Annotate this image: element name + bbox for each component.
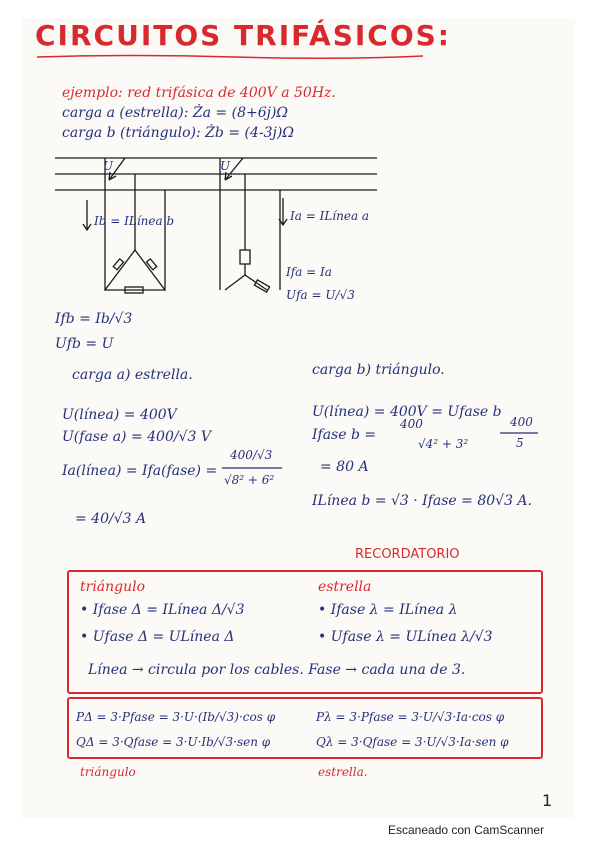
left-line-4: = 40/√3 A <box>75 511 147 527</box>
left-line-2: U(fase a) = 400/√3 V <box>62 429 211 445</box>
ufb-label: Ufb = U <box>55 336 114 352</box>
power-p-triangle: PΔ = 3·Pfase = 3·U·(Ib/√3)·cos φ <box>76 710 276 724</box>
left-frac-num: 400/√3 <box>230 448 273 462</box>
right-frac-num: 400 <box>400 417 423 431</box>
power-q-triangle: QΔ = 3·Qfase = 3·U·Ib/√3·sen φ <box>76 735 271 749</box>
left-line-3: Ia(línea) = Ifa(fase) = <box>62 463 218 479</box>
left-frac-den: √8² + 6² <box>224 473 275 487</box>
power-box <box>67 697 543 759</box>
right-frac-den: √4² + 3² <box>418 437 469 451</box>
right-res-num: 400 <box>510 415 533 429</box>
power-label-star: estrella. <box>318 765 368 779</box>
est-rule-1: • Ifase λ = ILínea λ <box>318 602 458 618</box>
u-label-left: U <box>103 159 114 173</box>
example-line-3: carga b (triángulo): Żb = (4-3j)Ω <box>62 125 294 141</box>
tri-rule-1: • Ifase Δ = ILínea Δ/√3 <box>80 602 245 618</box>
left-line-1: U(línea) = 400V <box>62 407 177 423</box>
scanner-footer: Escaneado con CamScanner <box>388 823 545 837</box>
tri-rule-2: • Ufase Δ = ULínea Δ <box>80 629 235 645</box>
left-heading: carga a) estrella. <box>72 367 193 383</box>
page-number: 1 <box>542 791 553 810</box>
ia-label: Ia = ILínea a <box>290 209 370 223</box>
right-line-3: = 80 A <box>320 459 369 475</box>
est-rule-2: • Ufase λ = ULínea λ/√3 <box>318 629 493 645</box>
est-title: estrella <box>318 579 372 595</box>
right-res-bar <box>500 431 540 435</box>
power-p-star: Pλ = 3·Pfase = 3·U/√3·Ia·cos φ <box>316 710 505 724</box>
ifa-label: Ifa = Ia <box>286 265 332 279</box>
left-frac-bar <box>222 466 284 470</box>
right-res-den: 5 <box>516 436 524 450</box>
ifb-label: Ifb = Ib/√3 <box>55 311 133 327</box>
right-heading: carga b) triángulo. <box>312 362 445 378</box>
right-line-2: Ifase b = <box>312 427 377 443</box>
tri-title: triángulo <box>80 579 146 595</box>
u-label-right: U <box>220 159 231 173</box>
right-line-4: ILínea b = √3 · Ifase = 80√3 A. <box>312 493 532 509</box>
example-line-1: ejemplo: red trifásica de 400V a 50Hz. <box>62 85 336 101</box>
title-underline <box>35 53 425 61</box>
circuit-diagram <box>55 150 385 310</box>
power-q-star: Qλ = 3·Qfase = 3·U/√3·Ia·sen φ <box>316 735 509 749</box>
example-line-2: carga a (estrella): Ża = (8+6j)Ω <box>62 105 289 121</box>
ufa-label: Ufa = U/√3 <box>286 288 355 302</box>
right-line-1: U(línea) = 400V = Ufase b <box>312 404 502 420</box>
recordatorio-heading: RECORDATORIO <box>355 547 460 562</box>
page-title: CIRCUITOS TRIFÁSICOS: <box>35 19 452 52</box>
ib-label: Ib = ILínea b <box>94 214 175 228</box>
recordatorio-note: Línea → circula por los cables. Fase → cada una de 3. <box>88 662 466 678</box>
power-label-triangle: triángulo <box>80 765 136 779</box>
